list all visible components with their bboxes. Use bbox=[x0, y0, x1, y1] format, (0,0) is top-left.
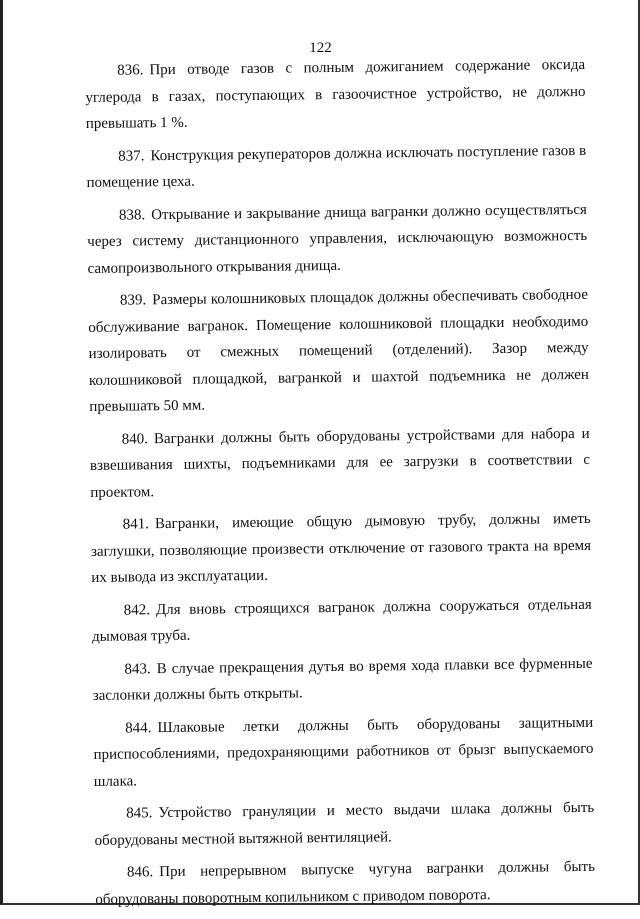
paragraph-text: Для вновь строящихся вагранок должна сооружаться отдельная дымовая труба. bbox=[91, 596, 592, 645]
document-body bbox=[85, 52, 595, 919]
paragraph-number: 845. bbox=[126, 805, 153, 822]
paragraph-text: Шлаковые летки должны быть оборудованы защитными приспособлениями, предохраняющими работников от брызг выпускаемого шлака. bbox=[93, 714, 594, 790]
paragraph-838 bbox=[87, 196, 588, 282]
paragraph-number: 844. bbox=[125, 719, 152, 737]
paragraph-number: 838. bbox=[118, 206, 146, 224]
paragraph-number: 839. bbox=[119, 292, 147, 309]
paragraph-number: 836. bbox=[117, 62, 144, 79]
paragraph-number: 846. bbox=[126, 864, 154, 881]
paragraph-839 bbox=[88, 282, 590, 421]
paragraph-text: При отводе газов с полным дожиганием содержание оксида углерода в газах, поступающих в газоочистное устройство, не должно превышать 1 %. bbox=[85, 56, 586, 132]
paragraph-841 bbox=[91, 506, 592, 592]
paragraph-text: Конструкция рекуператоров должна исключать поступление газов в помещение цеха. bbox=[86, 142, 587, 191]
paragraph-840 bbox=[90, 420, 591, 506]
paragraph-text: Открывание и закрывание днища вагранки должно осуществляться через систему дистанционного управления, исключающую возможность самопроизвольного открывания днища. bbox=[87, 201, 588, 277]
paragraph-837 bbox=[86, 137, 587, 196]
paragraph-843 bbox=[92, 650, 593, 709]
paragraph-844 bbox=[93, 709, 594, 795]
paragraph-text: Вагранки должны быть оборудованы устройствами для набора и взвешивания шихты, подъемниками для ее загрузки в соответствии с проектом. bbox=[89, 425, 591, 501]
paragraph-text: Устройство грануляции и место выдачи шлака должны быть оборудованы местной вытяжной вентиляцией. bbox=[94, 799, 595, 849]
paragraph-text: Вагранки, имеющие общую дымовую трубу, должны иметь заглушки, позволяющие произвести отключение от газового тракта на время их вывода из эксплуатации. bbox=[90, 510, 592, 586]
paragraph-text: Размеры колошниковых площадок должны обеспечивать свободное обслуживание вагранок. Помещение колошниковой площадки необходимо изолировать от смежных помещений (отделений). Зазор между колошниковой площадкой, вагранкой и шахтой подъемника не должен превышать 50 мм. bbox=[88, 286, 590, 415]
paragraph-number: 837. bbox=[118, 147, 145, 165]
paragraph-number: 840. bbox=[121, 430, 149, 448]
page-number: 122 bbox=[309, 40, 332, 56]
paragraph-842 bbox=[92, 591, 593, 650]
paragraph-text: При непрерывном выпуске чугуна вагранки должны быть оборудованы поворотным копильником с приводом поворота. bbox=[95, 858, 596, 908]
paragraph-text: В случае прекращения дутья во время хода плавки все фурменные заслонки должны быть открыты. bbox=[92, 655, 593, 704]
paragraph-number: 841. bbox=[122, 516, 150, 533]
paragraph-845 bbox=[94, 795, 595, 854]
paragraph-number: 843. bbox=[124, 660, 151, 678]
paragraph-846 bbox=[95, 854, 596, 913]
paragraph-number: 842. bbox=[123, 601, 151, 619]
paragraph-836 bbox=[85, 52, 586, 138]
